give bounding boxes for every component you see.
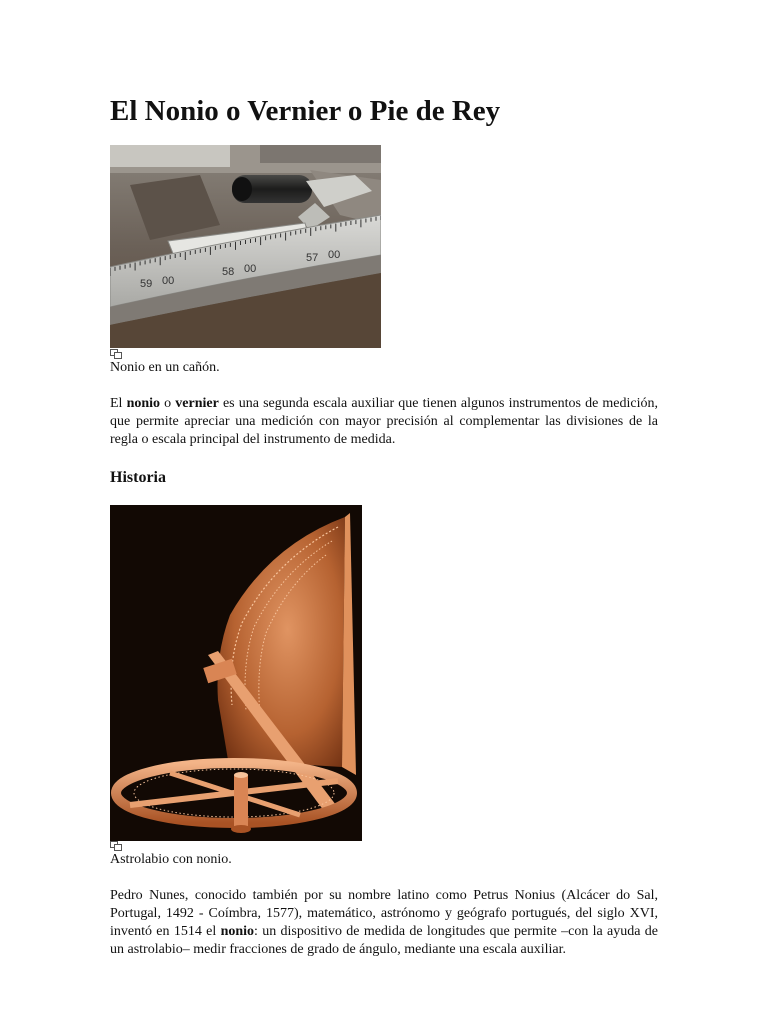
scale-label: 00: [328, 249, 341, 261]
figure2-caption: Astrolabio con nonio.: [110, 852, 232, 867]
scale-label: 57: [306, 252, 319, 264]
intro-paragraph: [110, 395, 658, 449]
astrolabe-illustration: [110, 505, 362, 841]
history-text: : un dispositivo de medida de longitudes que permite –con la ayuda de un astrolabio– medir fracciones de grado de ángulo, mediante una escala auxiliar.: [110, 924, 658, 957]
scale-label: 58: [222, 266, 235, 278]
astrolabe-photo: [110, 505, 362, 841]
scale-label: 00: [162, 275, 175, 287]
image-placeholder-icon: [110, 349, 122, 359]
intro-text: o: [160, 396, 176, 411]
history-term-nonio: nonio: [220, 924, 255, 939]
intro-text: es una segunda escala auxiliar que tienen algunos instrumentos de medición, que permite apreciar una medición con mayor precisión al complementar las divisiones de la regla o escala principal del instrumento de medida.: [110, 396, 658, 447]
cannon-vernier-illustration: [110, 145, 381, 348]
figure1-caption: Nonio en un cañón.: [110, 360, 220, 375]
intro-text: El: [110, 396, 127, 411]
intro-term-vernier: vernier: [175, 396, 219, 411]
intro-term-nonio: nonio: [126, 396, 161, 411]
page-title: El Nonio o Vernier o Pie de Rey: [110, 95, 501, 127]
image-placeholder-icon: [110, 841, 122, 851]
cannon-vernier-photo: [110, 145, 381, 348]
scale-label: 59: [140, 278, 153, 290]
history-paragraph: [110, 887, 658, 959]
history-text: Pedro Nunes, conocido también por su nombre latino como Petrus Nonius (Alcácer do Sal, Portugal, 1492 - Coímbra, 1577), matemático, astrónomo y geógrafo portugués, del siglo XVI, inventó en 1514 el: [110, 888, 658, 939]
section-heading-historia: Historia: [110, 469, 166, 486]
scale-label: 00: [244, 263, 257, 275]
